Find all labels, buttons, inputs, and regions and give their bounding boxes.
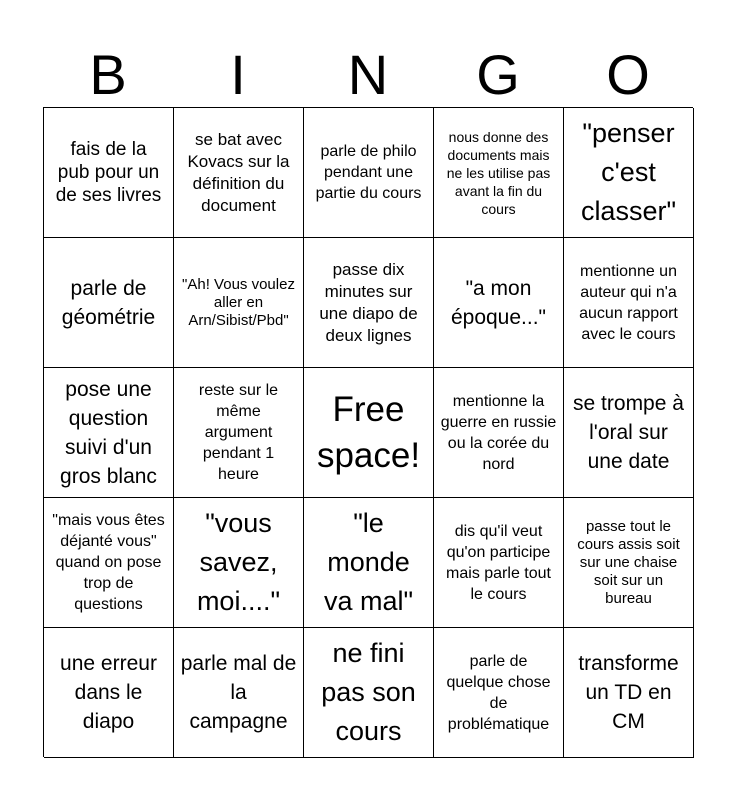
cell-text: "penser c'est classer"	[580, 118, 677, 226]
bingo-cell[interactable]	[564, 108, 694, 238]
bingo-cell[interactable]	[564, 368, 694, 498]
bingo-cell[interactable]	[434, 498, 564, 628]
header-letter-b: B	[89, 43, 127, 106]
bingo-cell[interactable]	[564, 238, 694, 368]
cell-text: mentionne la guerre en russie ou la corée du nord	[440, 392, 557, 473]
cell-text: "vous savez, moi...."	[196, 508, 281, 616]
bingo-grid	[43, 107, 693, 757]
cell-text: Free space!	[316, 389, 421, 475]
bingo-cell[interactable]	[434, 108, 564, 238]
cell-text: parle de quelque chose de problématique	[446, 652, 551, 733]
cell-text: parle de géométrie	[61, 276, 156, 329]
cell-text: se trompe à l'oral sur une date	[573, 392, 684, 473]
cell-text: dis qu'il veut qu'on participe mais parle tout le cours	[446, 522, 551, 603]
cell-text: parle mal de la campagne	[180, 652, 297, 733]
cell-text: ne fini pas son cours	[321, 638, 416, 746]
bingo-cell[interactable]	[304, 238, 434, 368]
cell-text: mentionne un auteur qui n'a aucun rapport avec le cours	[579, 262, 678, 343]
bingo-cell[interactable]	[564, 628, 694, 758]
bingo-cell[interactable]	[304, 108, 434, 238]
cell-text: nous donne des documents mais ne les utilise pas avant la fin du cours	[446, 128, 551, 217]
bingo-cell[interactable]	[564, 498, 694, 628]
bingo-cell[interactable]	[174, 628, 304, 758]
bingo-cell[interactable]	[434, 628, 564, 758]
bingo-header	[43, 42, 693, 108]
cell-text: reste sur le même argument pendant 1 heure	[198, 382, 279, 483]
cell-text: transforme un TD en CM	[578, 652, 679, 733]
cell-text: "a mon époque..."	[450, 276, 547, 329]
cell-text: une erreur dans le diapo	[60, 652, 157, 733]
bingo-cell[interactable]	[44, 628, 174, 758]
header-letter-n: N	[347, 43, 389, 106]
cell-text: parle de philo pendant une partie du cours	[315, 143, 422, 202]
bingo-cell[interactable]	[174, 368, 304, 498]
cell-text: "le monde va mal"	[323, 508, 414, 616]
bingo-cell[interactable]	[304, 628, 434, 758]
header-letter-o: O	[606, 43, 650, 106]
bingo-cell[interactable]	[434, 368, 564, 498]
cell-text: passe dix minutes sur une diapo de deux lignes	[319, 259, 418, 345]
cell-text: fais de la pub pour un de ses livres	[55, 139, 162, 206]
header-letter-g: G	[476, 43, 520, 106]
header-letter-i: I	[230, 43, 246, 106]
free-space-cell[interactable]	[304, 368, 434, 498]
bingo-cell[interactable]	[174, 238, 304, 368]
bingo-cell[interactable]	[44, 108, 174, 238]
cell-text: se bat avec Kovacs sur la définition du document	[187, 129, 290, 215]
cell-text: "mais vous êtes déjanté vous" quand on pose trop de questions	[52, 512, 165, 613]
cell-text: pose une question suivi d'un gros blanc	[60, 377, 157, 488]
bingo-cell[interactable]	[174, 498, 304, 628]
cell-text: passe tout le cours assis soit sur une chaise soit sur un bureau	[577, 517, 680, 607]
bingo-cell[interactable]	[44, 498, 174, 628]
bingo-cell[interactable]	[434, 238, 564, 368]
bingo-cell[interactable]	[304, 498, 434, 628]
cell-text: "Ah! Vous voulez aller en Arn/Sibist/Pbd"	[182, 275, 295, 329]
bingo-cell[interactable]	[174, 108, 304, 238]
bingo-cell[interactable]	[44, 238, 174, 368]
bingo-cell[interactable]	[44, 368, 174, 498]
